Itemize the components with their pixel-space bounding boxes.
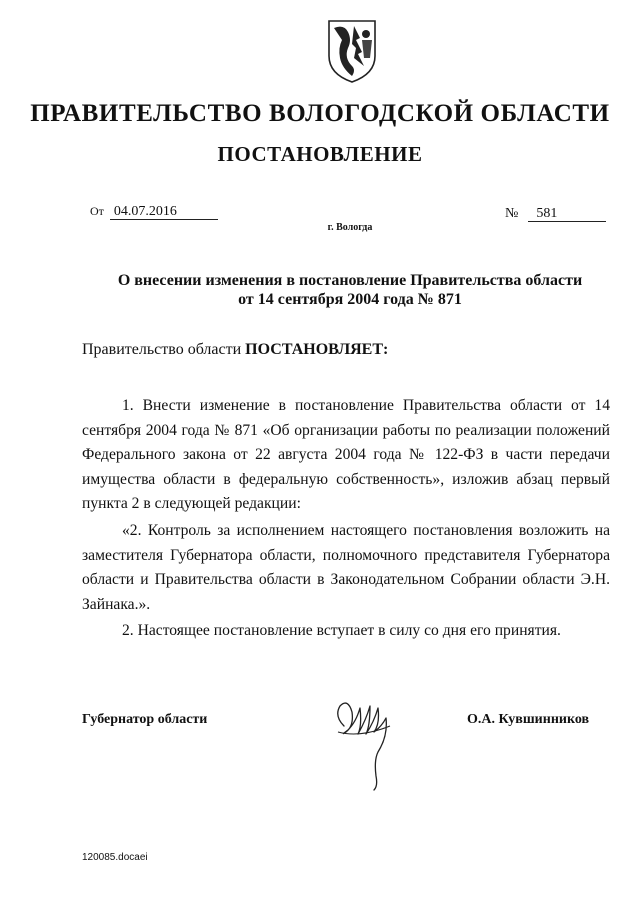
document-date	[90, 204, 218, 220]
paragraph-quoted: «2. Контроль за исполнением настоящего постановления возложить на заместителя Губернатора области, полномочного представителя Губернатора области и Правительства области в Законодательном Собрании области Э.Н. Зайнака.».	[82, 521, 610, 613]
paragraph-2: 2. Настоящее постановление вступает в силу со дня его принятия.	[122, 622, 561, 640]
document-subject	[0, 271, 640, 309]
date-prefix: От	[90, 204, 104, 218]
signatory-name: О.А. Кувшинников	[467, 712, 590, 727]
subject-line-2: от 14 сентября 2004 года № 871	[238, 291, 462, 308]
document-body	[82, 394, 610, 644]
resolve-statement	[82, 341, 388, 359]
number-prefix: №	[505, 206, 519, 221]
signatory-position: Губернатор области	[82, 712, 208, 727]
file-reference: 120085.docaei	[82, 852, 148, 863]
vologda-coat-of-arms-icon	[326, 18, 378, 84]
city-label: г. Вологда	[327, 222, 373, 233]
handwritten-signature-icon	[330, 696, 400, 792]
resolve-verb: ПОСТАНОВЛЯЕТ:	[245, 341, 389, 358]
subject-line-1: О внесении изменения в постановление Правительства области	[117, 272, 583, 289]
organization-title: ПРАВИТЕЛЬСТВО ВОЛОГОДСКОЙ ОБЛАСТИ	[30, 100, 610, 127]
date-value: 04.07.2016	[110, 204, 218, 220]
number-value: 581	[528, 206, 606, 222]
resolve-prefix: Правительство области	[82, 341, 242, 358]
paragraph-1: 1. Внести изменение в постановление Правительства области от 14 сентября 2004 года № 871 «Об организации работы по реализации положений Федерального закона от 22 августа 2004 года № 122-ФЗ в части передачи имущества области в федеральную собственность», изложив абзац первый пункта 2 в следующей редакции:	[82, 397, 610, 513]
document-number	[505, 206, 606, 222]
document-type: ПОСТАНОВЛЕНИЕ	[217, 142, 423, 166]
